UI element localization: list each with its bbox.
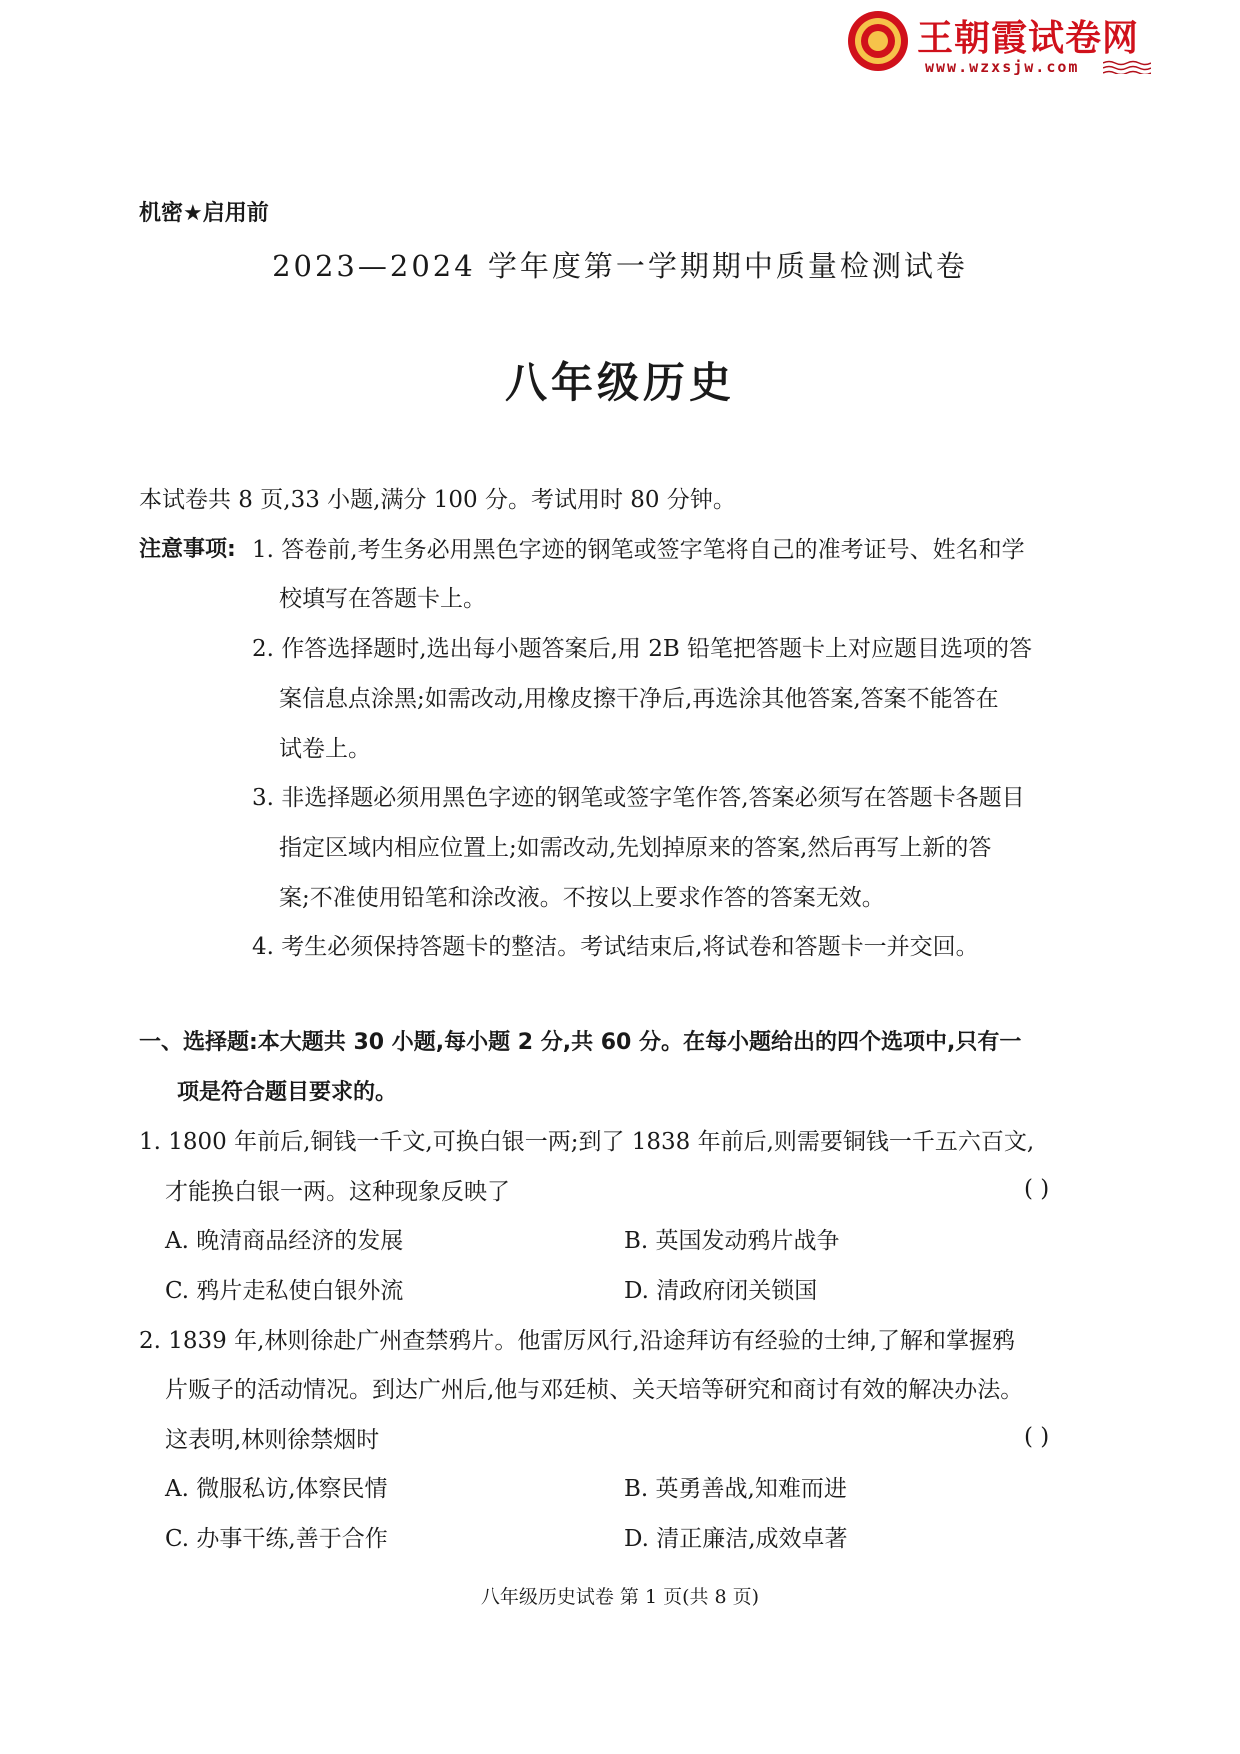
section-heading: 项是符合题目要求的。 (177, 1080, 398, 1105)
answer-paren: ( ) (1024, 1176, 1050, 1202)
note-line: 4. 考生必须保持答题卡的整洁。考试结束后,将试卷和答题卡一并交回。 (252, 934, 979, 960)
notes-label: 注意事项: (139, 537, 236, 562)
answer-paren: ( ) (1024, 1424, 1050, 1450)
badge-icon (847, 10, 909, 72)
question-stem: 这表明,林则徐禁烟时 (165, 1427, 380, 1453)
note-line: 案信息点涂黑;如需改动,用橡皮擦干净后,再选涂其他答案,答案不能答在 (279, 686, 999, 712)
logo-url: www.wzxsjw.com (925, 58, 1080, 76)
intro-text: 本试卷共 8 页,33 小题,满分 100 分。考试用时 80 分钟。 (139, 487, 736, 513)
note-line: 案;不准使用铅笔和涂改液。不按以上要求作答的答案无效。 (279, 885, 885, 911)
note-line: 指定区域内相应位置上;如需改动,先划掉原来的答案,然后再写上新的答 (279, 835, 992, 861)
question-stem: 片贩子的活动情况。到达广州后,他与邓廷桢、关天培等研究和商讨有效的解决办法。 (165, 1377, 1024, 1403)
option-b: B. 英勇善战,知难而进 (624, 1476, 847, 1502)
logo-title: 王朝霞试卷网 (917, 18, 1140, 59)
note-line: 校填写在答题卡上。 (279, 586, 486, 612)
option-d: D. 清政府闭关锁国 (624, 1278, 818, 1304)
option-c: C. 办事干练,善于合作 (165, 1526, 388, 1552)
site-logo (845, 8, 1155, 78)
option-b: B. 英国发动鸦片战争 (624, 1228, 840, 1254)
note-line: 1. 答卷前,考生务必用黑色字迹的钢笔或签字笔将自己的准考证号、姓名和学 (252, 537, 1025, 563)
subject-title: 八年级历史 (504, 358, 735, 407)
note-line: 2. 作答选择题时,选出每小题答案后,用 2B 铅笔把答题卡上对应题目选项的答 (252, 636, 1033, 662)
option-a: A. 晚清商品经济的发展 (165, 1228, 404, 1254)
waves-icon (1103, 60, 1151, 74)
question-stem: 2. 1839 年,林则徐赴广州查禁鸦片。他雷厉风行,沿途拜访有经验的士绅,了解和掌握鸦 (139, 1328, 1016, 1354)
secret-label: 机密★启用前 (139, 201, 269, 226)
option-a: A. 微服私访,体察民情 (165, 1476, 388, 1502)
question-stem: 才能换白银一两。这种现象反映了 (165, 1179, 510, 1205)
section-heading: 一、选择题:本大题共 30 小题,每小题 2 分,共 60 分。在每小题给出的四个选项中,只有一 (139, 1030, 1022, 1055)
option-d: D. 清正廉洁,成效卓著 (624, 1526, 848, 1552)
question-stem: 1. 1800 年前后,铜钱一千文,可换白银一两;到了 1838 年前后,则需要铜钱一千五六百文, (139, 1129, 1035, 1155)
exam-title: 2023—2024 学年度第一学期期中质量检测试卷 (272, 249, 968, 283)
note-line: 3. 非选择题必须用黑色字迹的钢笔或签字笔作答,答案必须写在答题卡各题目 (252, 785, 1025, 811)
page-footer: 八年级历史试卷 第 1 页(共 8 页) (480, 1586, 760, 1608)
note-line: 试卷上。 (279, 736, 371, 762)
option-c: C. 鸦片走私使白银外流 (165, 1278, 404, 1304)
